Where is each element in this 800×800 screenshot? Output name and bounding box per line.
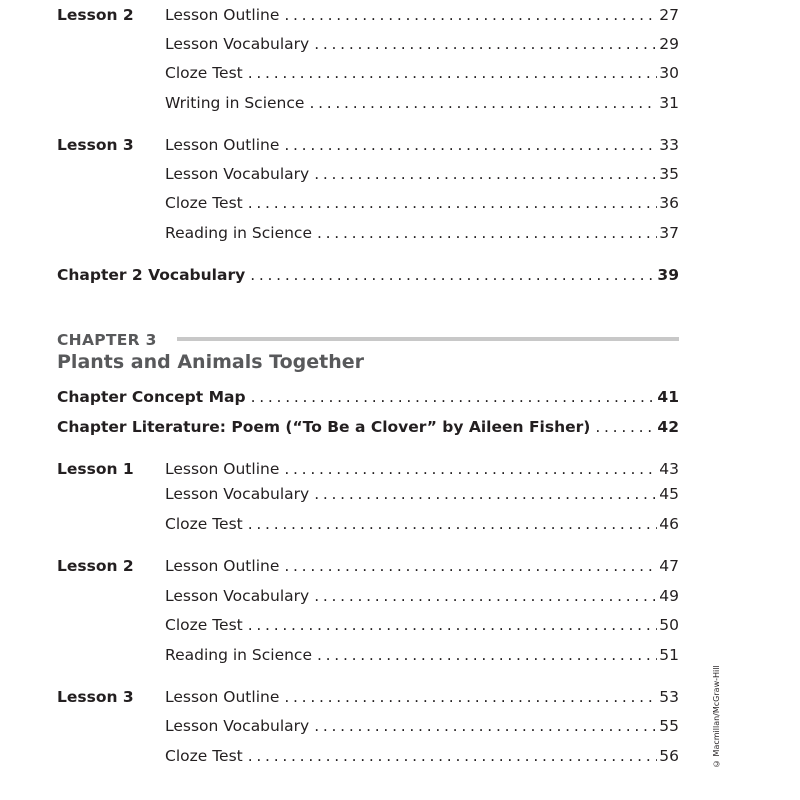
- entry-title: Lesson Vocabulary: [165, 165, 310, 183]
- entry-title: Reading in Science: [165, 224, 312, 242]
- dot-leader: [304, 94, 657, 112]
- toc-entry-concept-map: [57, 382, 679, 406]
- toc-entry: [57, 29, 679, 53]
- page-number: 37: [659, 224, 679, 242]
- dot-leader: [309, 165, 657, 183]
- dot-leader: [243, 64, 658, 82]
- toc-entry: [57, 130, 679, 154]
- dot-leader: [279, 557, 657, 575]
- toc-entry: [57, 551, 679, 575]
- page-number: 51: [659, 646, 679, 664]
- entry-title: Lesson Vocabulary: [165, 717, 310, 735]
- entry-title: Cloze Test: [165, 616, 243, 634]
- page-number: 33: [659, 136, 679, 154]
- toc-entry: [57, 454, 679, 478]
- toc-entry: [57, 610, 679, 634]
- page-number: 47: [659, 557, 679, 575]
- toc-entry: [57, 509, 679, 533]
- page-number: 46: [659, 515, 679, 533]
- lesson-label: Lesson 3: [57, 688, 134, 706]
- entry-title: Lesson Vocabulary: [165, 485, 310, 503]
- lesson-label: Lesson 3: [57, 136, 134, 154]
- page-number: 43: [659, 460, 679, 478]
- entry-title: Lesson Outline: [165, 460, 280, 478]
- page-number: 30: [659, 64, 679, 82]
- page-number: 50: [659, 616, 679, 634]
- dot-leader: [309, 587, 657, 605]
- page-number: 45: [659, 485, 679, 503]
- toc-entry: [57, 88, 679, 112]
- toc-entry: [57, 711, 679, 735]
- copyright-notice: © Macmillan/McGraw-Hill: [712, 665, 721, 768]
- page-number: 36: [659, 194, 679, 212]
- chapter-divider: [177, 337, 679, 341]
- toc-entry: [57, 58, 679, 82]
- entry-title: Writing in Science: [165, 94, 305, 112]
- entry-title: Chapter Concept Map: [57, 388, 246, 406]
- toc-entry-chapter-literature: [57, 412, 679, 436]
- dot-leader: [312, 646, 657, 664]
- entry-title: Chapter Literature: Poem (“To Be a Clover” by Aileen Fisher): [57, 418, 591, 436]
- dot-leader: [279, 460, 657, 478]
- lesson-label: Lesson 2: [57, 6, 134, 24]
- entry-title: Lesson Outline: [165, 136, 280, 154]
- toc-entry: [57, 479, 679, 503]
- entry-title: Lesson Vocabulary: [165, 35, 310, 53]
- page-number: 31: [659, 94, 679, 112]
- dot-leader: [590, 418, 655, 436]
- entry-title: Lesson Outline: [165, 6, 280, 24]
- dot-leader: [309, 485, 657, 503]
- dot-leader: [246, 388, 656, 406]
- page-number: 55: [659, 717, 679, 735]
- entry-title: Cloze Test: [165, 515, 243, 533]
- dot-leader: [243, 616, 658, 634]
- dot-leader: [245, 266, 655, 284]
- chapter-label: CHAPTER 3: [57, 331, 157, 349]
- entry-title: Cloze Test: [165, 747, 243, 765]
- entry-title: Cloze Test: [165, 64, 243, 82]
- dot-leader: [243, 747, 658, 765]
- dot-leader: [312, 224, 657, 242]
- dot-leader: [309, 35, 657, 53]
- toc-entry: [57, 218, 679, 242]
- toc-entry-chapter-vocabulary: [57, 260, 679, 284]
- dot-leader: [243, 515, 658, 533]
- lesson-label: Lesson 1: [57, 460, 134, 478]
- entry-title: Chapter 2 Vocabulary: [57, 266, 246, 284]
- page-number: 53: [659, 688, 679, 706]
- toc-entry: [57, 188, 679, 212]
- toc-entry: [57, 0, 679, 24]
- page-number: 49: [659, 587, 679, 605]
- entry-title: Lesson Outline: [165, 688, 280, 706]
- toc-entry: [57, 741, 679, 765]
- dot-leader: [309, 717, 657, 735]
- dot-leader: [279, 136, 657, 154]
- dot-leader: [279, 688, 657, 706]
- page-number: 29: [659, 35, 679, 53]
- page-number: 41: [657, 388, 679, 406]
- dot-leader: [243, 194, 658, 212]
- page-number: 42: [657, 418, 679, 436]
- toc-entry: [57, 682, 679, 706]
- toc-entry: [57, 581, 679, 605]
- entry-title: Lesson Vocabulary: [165, 587, 310, 605]
- toc-entry: [57, 159, 679, 183]
- toc-entry: [57, 640, 679, 664]
- entry-title: Lesson Outline: [165, 557, 280, 575]
- entry-title: Cloze Test: [165, 194, 243, 212]
- page-number: 56: [659, 747, 679, 765]
- page-number: 27: [659, 6, 679, 24]
- page-number: 35: [659, 165, 679, 183]
- page-number: 39: [657, 266, 679, 284]
- lesson-label: Lesson 2: [57, 557, 134, 575]
- dot-leader: [279, 6, 657, 24]
- entry-title: Reading in Science: [165, 646, 312, 664]
- chapter-title: Plants and Animals Together: [57, 351, 364, 373]
